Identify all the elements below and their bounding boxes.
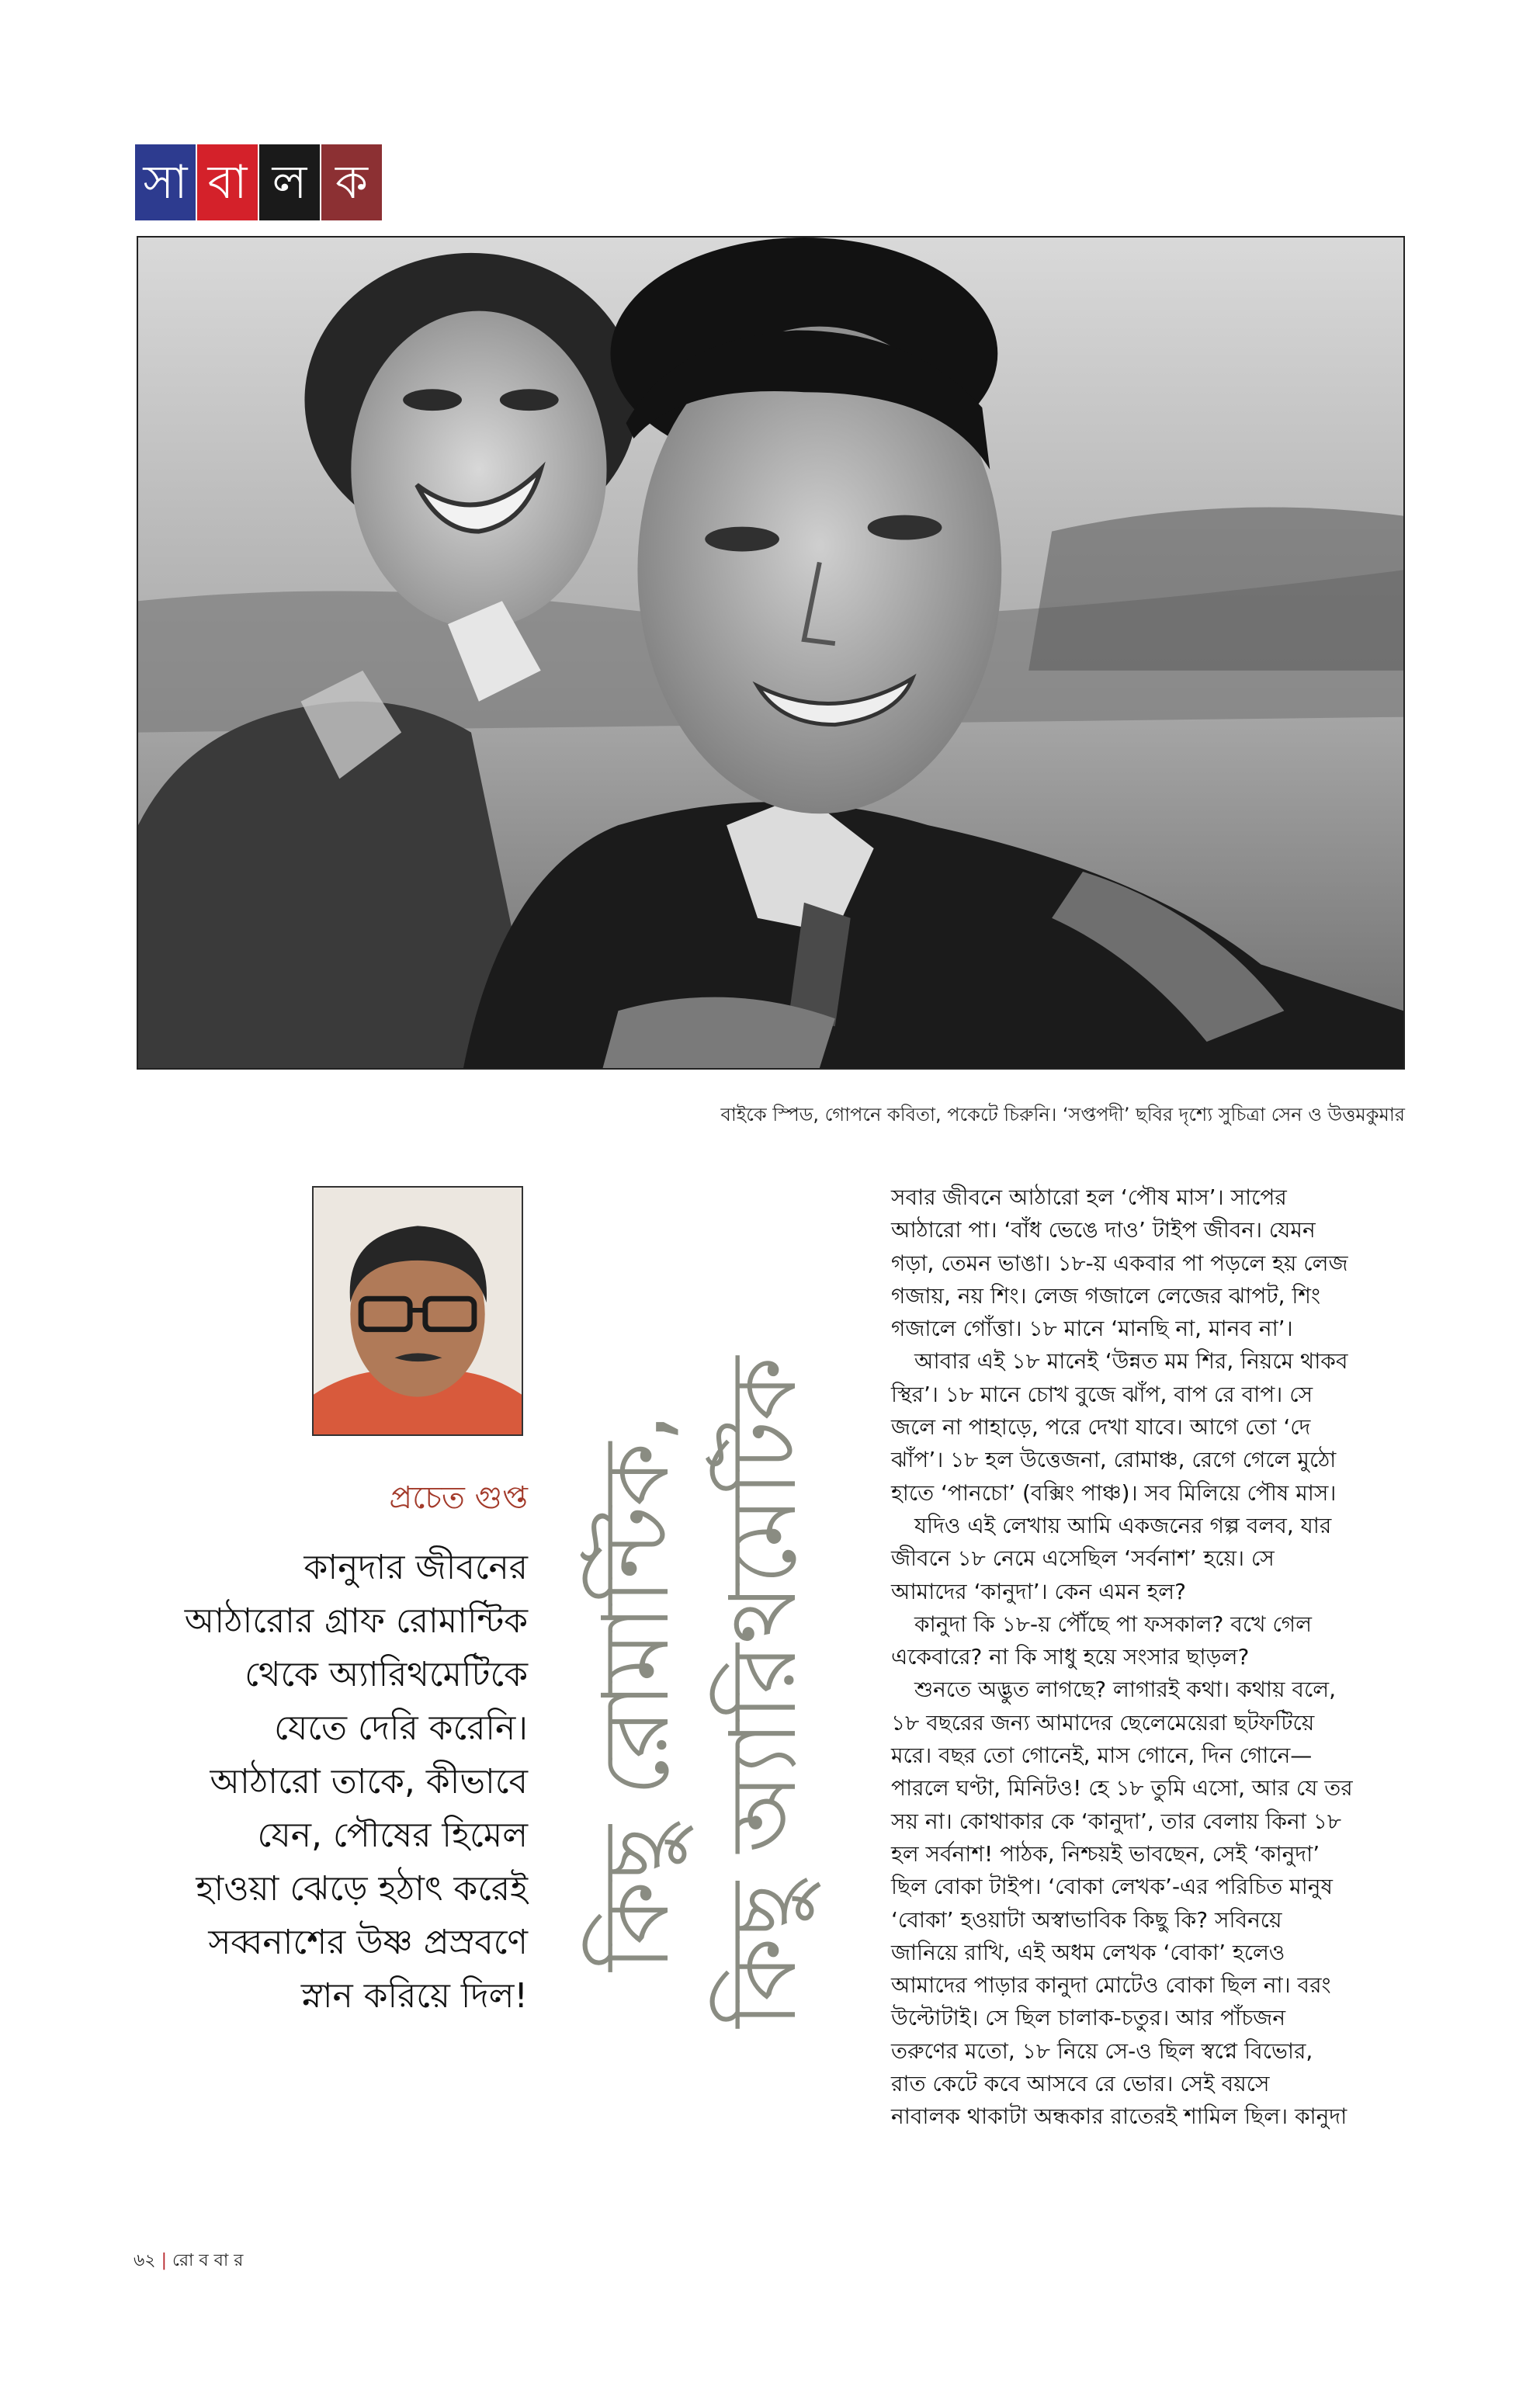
body-line: হল সর্বনাশ! পাঠক, নিশ্চয়ই ভাবছেন, সেই ‘কানুদা’ (891, 1840, 1320, 1867)
article-headline (573, 1172, 838, 2212)
body-line: গজায়, নয় শিং। লেজ গজালে লেজের ঝাপট, শিং (891, 1282, 1321, 1309)
body-line: আবার এই ১৮ মানেই ‘উন্নত মম শির, নিয়মে থাকব (914, 1348, 1348, 1375)
pull-quote-line: স্নান করিয়ে দিল! (300, 1976, 528, 2016)
body-line: পারলে ঘণ্টা, মিনিটও! হে ১৮ তুমি এসো, আর যে তর (891, 1775, 1353, 1802)
body-line: একেবারে? না কি সাধু হয়ে সংসার ছাড়ল? (891, 1644, 1250, 1670)
body-line: হাতে ‘পানচো’ (বক্সিং পাঞ্চ)। সব মিলিয়ে পৌষ মাস। (891, 1479, 1337, 1506)
pull-quote (116, 1541, 528, 2023)
body-line: জানিয়ে রাখি, এই অধম লেখক ‘বোকা’ হলেও (891, 1939, 1285, 1965)
publication-name: রো ব বা র (172, 2251, 244, 2270)
pull-quote-line: আঠারো তাকে, কীভাবে (210, 1762, 528, 1802)
masthead-letter-4: ক (321, 144, 382, 220)
photo-caption: বাইকে স্পিড, গোপনে কবিতা, পকেটে চিরুনি। ‘সপ্তপদী’ ছবির দৃশ্যে সুচিত্রা সেন ও উত্তমকুমার (720, 1104, 1405, 1125)
body-line: আঠারো পা। ‘বাঁধ ভেঙে দাও’ টাইপ জীবন। যেমন (891, 1217, 1316, 1243)
masthead-letter-2: বা (197, 144, 258, 220)
body-line: মরে। বছর তো গোনেই, মাস গোনে, দিন গোনে— (891, 1743, 1313, 1769)
body-line: রাত কেটে কবে আসবে রে ভোর। সেই বয়সে (891, 2071, 1270, 2097)
hero-photo (137, 236, 1405, 1070)
body-line: গড়া, তেমন ভাঙা। ১৮-য় একবার পা পড়লে হয় লেজ (891, 1250, 1348, 1276)
body-line: ‘বোকা’ হওয়াটা অস্বাভাবিক কিছু কি? সবিনয়ে (891, 1906, 1282, 1933)
headline-line-1: কিছু রোমান্টিক, (582, 1413, 689, 1972)
page-number: ৬২ (134, 2251, 156, 2270)
masthead-letter-1: সা (135, 144, 196, 220)
body-line: আমাদের ‘কানুদা’। কেন এমন হল? (891, 1578, 1187, 1604)
article-body (891, 1181, 1411, 2134)
body-line: শুনতে অদ্ভুত লাগছে? লাগারই কথা। কথায় বলে, (914, 1677, 1336, 1703)
headline-line-2: কিছু অ্যারিথমেটিক (709, 1356, 817, 2028)
pull-quote-line: যেন, পৌষের হিমেল (257, 1816, 528, 1855)
pull-quote-line: যেতে দেরি করেনি। (274, 1708, 528, 1748)
pull-quote-line: থেকে অ্যারিথমেটিকে (245, 1655, 528, 1694)
masthead-logo (135, 144, 383, 220)
folio-separator: | (161, 2251, 168, 2270)
pull-quote-line: সব্বনাশের উষ্ণ প্রস্রবণে (208, 1923, 528, 1962)
body-line: নাবালক থাকাটা অন্ধকার রাতেরই শামিল ছিল। কানুদা (891, 2103, 1348, 2130)
body-line: আমাদের পাড়ার কানুদা মোটেও বোকা ছিল না। বরং (891, 1972, 1331, 1999)
pull-quote-line: আঠারোর গ্রাফ রোমান্টিক (184, 1601, 528, 1641)
author-name: প্রচেত গুপ্ত (389, 1480, 528, 1516)
body-line: যদিও এই লেখায় আমি একজনের গল্প বলব, যার (914, 1512, 1332, 1538)
body-line: জলে না পাহাড়ে, পরে দেখা যাবে। আগে তো ‘দে (891, 1414, 1311, 1441)
pull-quote-line: হাওয়া ঝেড়ে হঠাৎ করেই (196, 1869, 528, 1909)
page-folio (134, 2247, 243, 2276)
body-line: তরুণের মতো, ১৮ নিয়ে সে-ও ছিল স্বপ্নে বিভোর, (891, 2038, 1313, 2064)
body-line: সয় না। কোথাকার কে ‘কানুদা’, তার বেলায় কিনা ১৮ (891, 1808, 1342, 1834)
body-line: কানুদা কি ১৮-য় পৌঁছে পা ফসকাল? বখে গেল (914, 1611, 1312, 1637)
body-line: ১৮ বছরের জন্য আমাদের ছেলেমেয়েরা ছটফটিয়ে (891, 1709, 1315, 1736)
body-line: গজালে গোঁত্তা। ১৮ মানে ‘মানছি না, মানব না’। (891, 1316, 1293, 1342)
body-line: সবার জীবনে আঠারো হল ‘পৌষ মাস’। সাপের (891, 1184, 1287, 1210)
body-line: স্থির’। ১৮ মানে চোখ বুজে ঝাঁপ, বাপ রে বাপ। সে (891, 1381, 1313, 1407)
pull-quote-line: কানুদার জীবনের (303, 1548, 528, 1587)
film-still-illustration (138, 238, 1403, 1068)
body-line: জীবনে ১৮ নেমে এসেছিল ‘সর্বনাশ’ হয়ে। সে (891, 1545, 1275, 1572)
body-line: ঝাঁপ’। ১৮ হল উত্তেজনা, রোমাঞ্চ, রেগে গেলে মুঠো (891, 1447, 1337, 1473)
author-portrait (312, 1186, 523, 1436)
author-photo-illustration (314, 1188, 522, 1434)
body-line: উল্টোটাই। সে ছিল চালাক-চতুর। আর পাঁচজন (891, 2005, 1286, 2031)
body-line: ছিল বোকা টাইপ। ‘বোকা লেখক’-এর পরিচিত মানুষ (891, 1874, 1333, 1900)
masthead-letter-3: ল (259, 144, 320, 220)
